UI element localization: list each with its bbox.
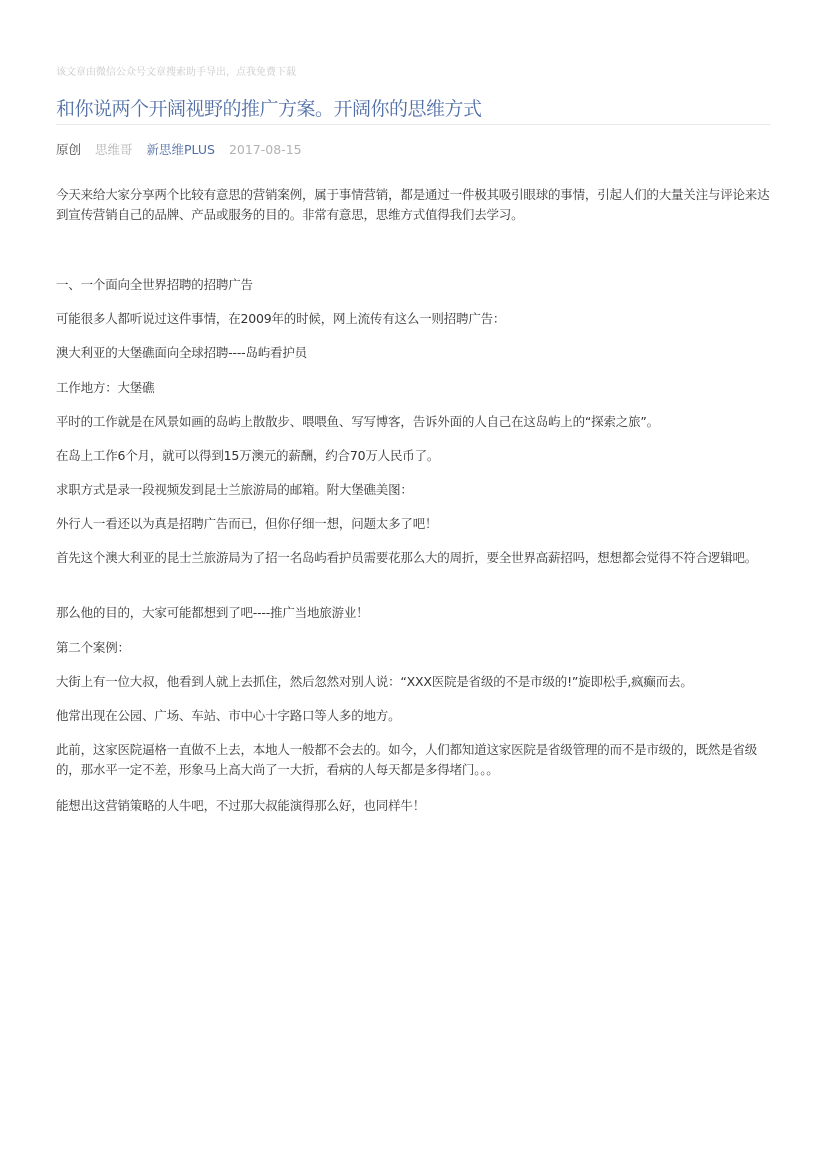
title-divider [56,124,770,125]
article-title: 和你说两个开阔视野的推广方案。开阔你的思维方式 [56,98,482,120]
original-tag: 原创 [56,142,82,157]
paragraph: 他常出现在公园、广场、车站、市中心十字路口等人多的地方。 [56,708,401,723]
export-notice[interactable]: 该文章由微信公众号文章搜索助手导出，点我免费下载 [56,67,296,78]
publish-date: 2017-08-15 [228,142,302,157]
account-link[interactable]: 新思维PLUS [146,142,215,157]
paragraph: 外行人一看还以为真是招聘广告而已，但你仔细一想，问题太多了吧！ [56,516,438,531]
paragraph: 可能很多人都听说过这件事情，在2009年的时候，网上流传有这么一则招聘广告： [56,311,506,326]
paragraph: 在岛上工作6个月，就可以得到15万澳元的薪酬，约合70万人民币了。 [56,448,440,463]
author-name: 思维哥 [95,142,133,157]
paragraph: 此前，这家医院逼格一直做不上去，本地人一般都不会去的。如今，人们都知道这家医院是省级管理的而不是市级的，既然是省级的，那水平一定不差，形象马上高大尚了一大折，看病的人每天都是多得堵门。。。 [56,742,758,777]
paragraph: 澳大利亚的大堡礁面向全球招聘----岛屿看护员 [56,345,307,360]
paragraph: 大街上有一位大叔，他看到人就上去抓住，然后忽然对别人说：“XXX医院是省级的不是市级的!”旋即松手,疯癫而去。 [56,674,693,689]
section-heading: 一、一个面向全世界招聘的招聘广告 [56,277,253,292]
paragraph: 首先这个澳大利亚的昆士兰旅游局为了招一名岛屿看护员需要花那么大的周折，要全世界高薪招吗，想想都会觉得不符合逻辑吧。 [56,550,758,565]
paragraph: 工作地方：大堡礁 [56,380,155,395]
paragraph: 今天来给大家分享两个比较有意思的营销案例，属于事情营销，都是通过一件极其吸引眼球的事情，引起人们的大量关注与评论来达到宣传营销自己的品牌、产品或服务的目的。非常有意思，思维方式值得我们去学习。 [56,187,770,222]
paragraph: 能想出这营销策略的人牛吧，不过那大叔能演得那么好，也同样牛！ [56,798,426,813]
section-heading: 第二个案例： [56,640,130,655]
paragraph: 那么他的目的，大家可能都想到了吧----推广当地旅游业！ [56,605,369,620]
article-meta [56,140,302,158]
paragraph: 求职方式是录一段视频发到昆士兰旅游局的邮箱。附大堡礁美图： [56,482,413,497]
paragraph: 平时的工作就是在风景如画的岛屿上散散步、喂喂鱼、写写博客，告诉外面的人自己在这岛屿上的“探索之旅”。 [56,414,659,429]
